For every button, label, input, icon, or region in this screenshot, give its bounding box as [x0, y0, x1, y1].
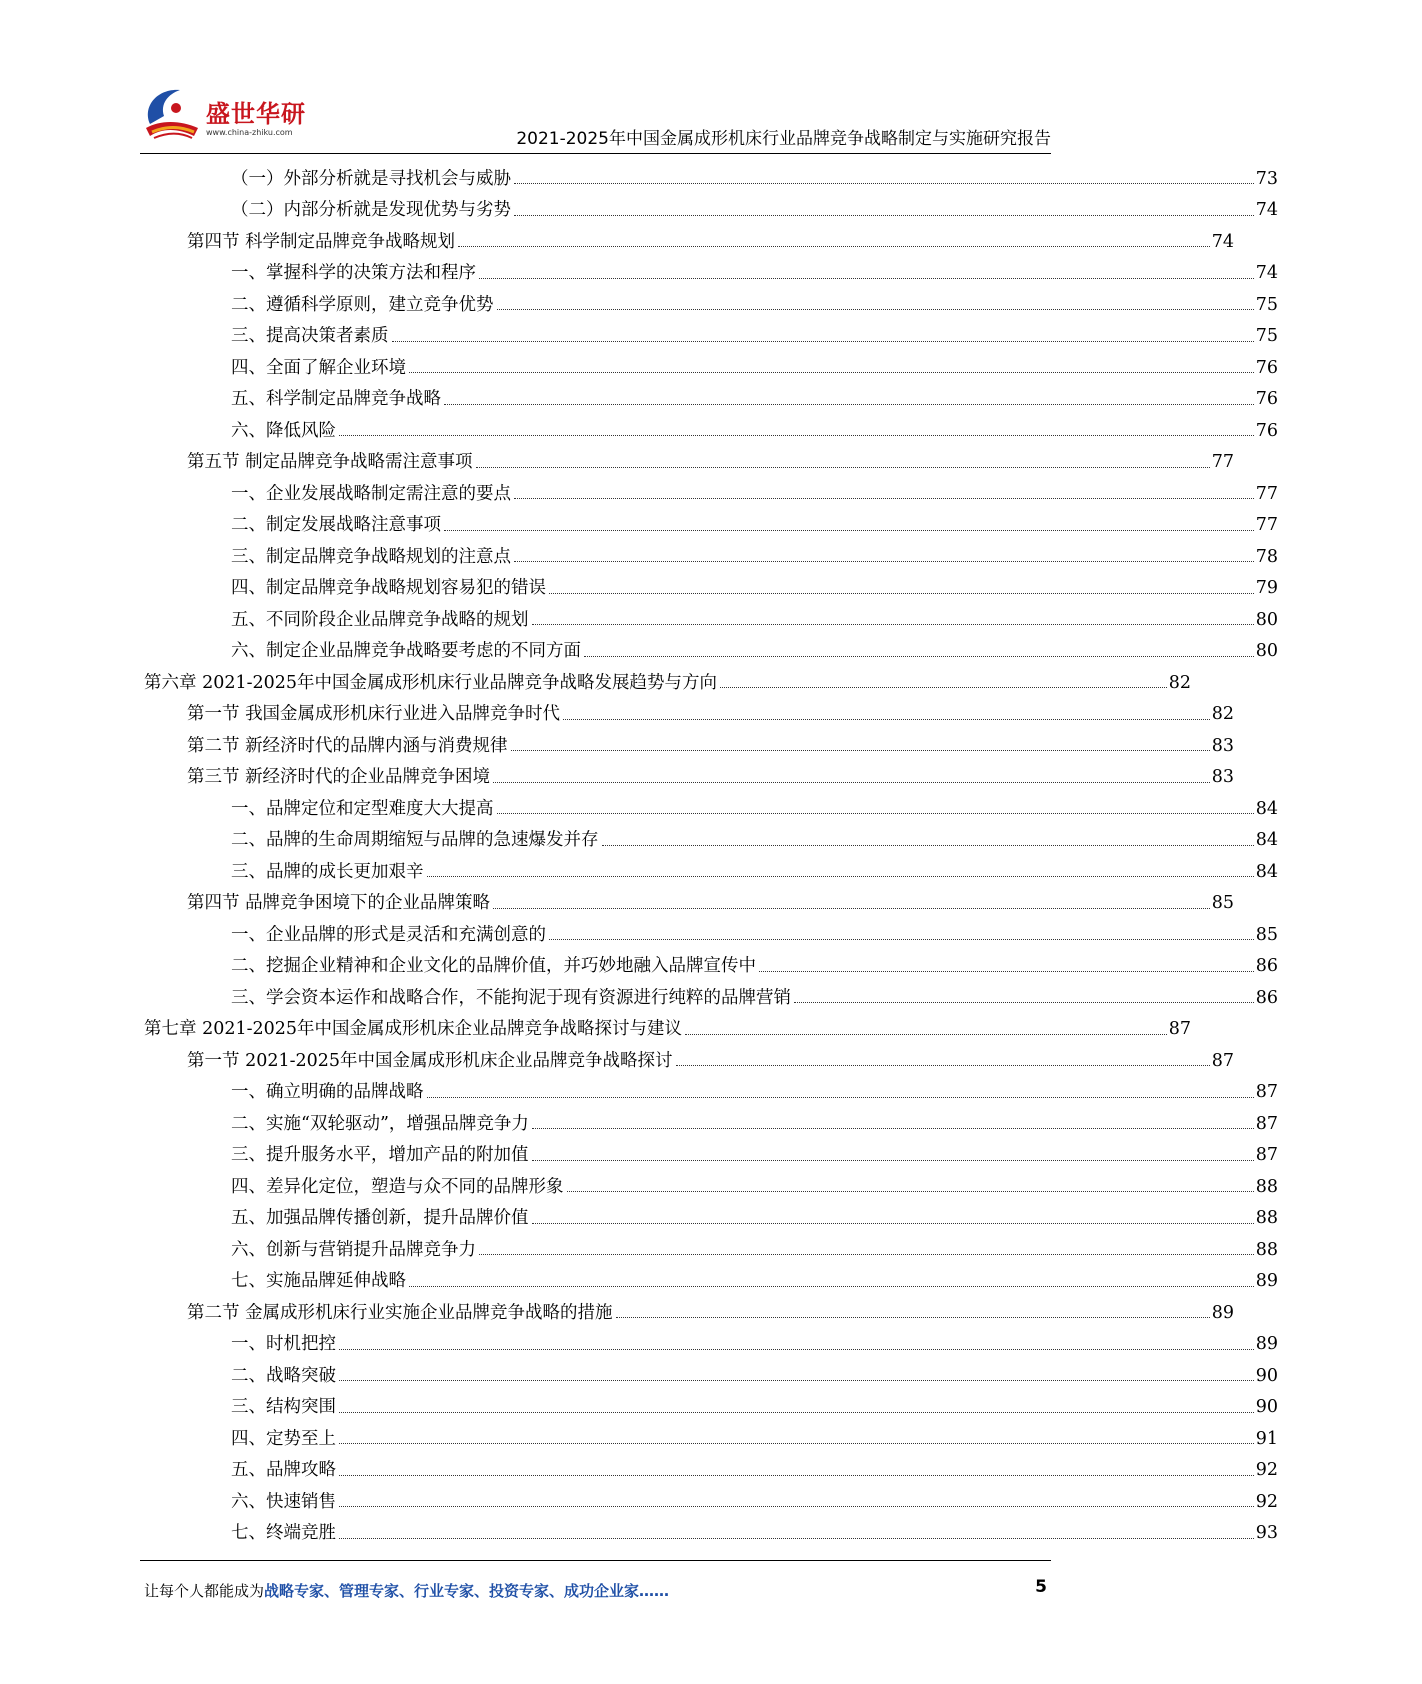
toc-entry-lead — [187, 1302, 1212, 1323]
toc-dot-leader — [479, 278, 1254, 279]
toc-entry-page: 77 — [1255, 515, 1278, 535]
toc-entry-page: 88 — [1255, 1239, 1278, 1260]
toc-entry[interactable] — [0, 976, 1422, 1007]
page-header — [0, 0, 1191, 150]
toc-entry-lead — [231, 958, 1256, 976]
company-logo — [140, 84, 310, 148]
toc-entry-page: 84 — [1255, 798, 1278, 819]
toc-entry[interactable] — [0, 598, 1422, 629]
toc-entry-lead — [231, 832, 1256, 850]
toc-entry-title: 一、确立明确的品牌战略 — [231, 1082, 424, 1102]
toc-dot-leader — [458, 246, 1210, 247]
toc-entry[interactable] — [0, 693, 1378, 724]
toc-entry-page: 88 — [1255, 1176, 1278, 1197]
toc-dot-leader — [476, 467, 1210, 468]
toc-entry-lead — [231, 265, 1256, 283]
toc-entry[interactable] — [0, 1008, 1335, 1039]
toc-entry-lead — [231, 483, 1256, 504]
toc-entry-page: 74 — [1255, 200, 1278, 220]
toc-entry[interactable] — [0, 1134, 1422, 1165]
toc-entry-lead — [231, 1176, 1256, 1197]
toc-entry-title: 五、加强品牌传播创新，提升品牌价值 — [231, 1208, 529, 1228]
toc-entry-lead — [231, 1113, 1256, 1134]
toc-entry-title: 一、品牌定位和定型难度大大提高 — [231, 798, 494, 819]
toc-entry-title: 二、品牌的生命周期缩短与品牌的急速爆发并存 — [231, 830, 599, 850]
toc-entry-title: 七、终端竞胜 — [231, 1523, 336, 1543]
toc-entry-title: 六、制定企业品牌竞争战略要考虑的不同方面 — [231, 641, 581, 661]
toc-entry-title: 三、结构突围 — [231, 1397, 336, 1417]
toc-entry[interactable] — [0, 1102, 1422, 1133]
toc-entry-lead — [187, 454, 1212, 472]
toc-entry-title: 四、制定品牌竞争战略规划容易犯的错误 — [231, 578, 546, 598]
toc-entry-title: 第一节 我国金属成形机床行业进入品牌竞争时代 — [187, 704, 561, 724]
toc-entry-page: 76 — [1255, 389, 1278, 409]
toc-entry-page: 87 — [1255, 1145, 1278, 1165]
toc-entry-title: 六、快速销售 — [231, 1491, 336, 1512]
toc-entry-lead — [231, 1084, 1256, 1102]
toc-entry-title: 二、挖掘企业精神和企业文化的品牌价值，并巧妙地融入品牌宣传中 — [231, 956, 756, 976]
toc-entry[interactable] — [0, 346, 1422, 377]
toc-entry[interactable] — [0, 850, 1422, 881]
toc-entry-page: 80 — [1255, 641, 1278, 661]
toc-entry-page: 75 — [1255, 294, 1278, 315]
toc-entry-lead — [231, 1399, 1256, 1417]
toc-entry-title: 二、战略突破 — [231, 1365, 336, 1386]
toc-entry-title: 四、差异化定位，塑造与众不同的品牌形象 — [231, 1176, 564, 1197]
toc-entry-page: 84 — [1255, 830, 1278, 850]
toc-entry-page: 74 — [1211, 231, 1234, 252]
toc-entry-lead — [231, 1491, 1256, 1512]
toc-entry-lead — [231, 798, 1256, 819]
toc-dot-leader — [409, 372, 1254, 373]
toc-entry-title: （二）内部分析就是发现优势与劣势 — [231, 200, 511, 220]
toc-entry-lead — [231, 861, 1256, 882]
toc-entry-lead — [231, 1210, 1256, 1228]
toc-dot-leader — [493, 782, 1210, 783]
toc-entry-page: 73 — [1255, 168, 1278, 189]
toc-dot-leader — [532, 624, 1254, 625]
toc-entry-title: 二、遵循科学原则，建立竞争优势 — [231, 294, 494, 315]
toc-dot-leader — [602, 845, 1254, 846]
toc-entry[interactable] — [0, 472, 1422, 503]
header-divider — [140, 153, 1051, 154]
toc-entry[interactable] — [0, 283, 1422, 314]
toc-entry-title: 六、创新与营销提升品牌竞争力 — [231, 1239, 476, 1260]
toc-entry-title: 第六章 2021-2025年中国金属成形机床行业品牌竞争战略发展趋势与方向 — [144, 672, 718, 693]
toc-dot-leader — [549, 939, 1254, 940]
toc-entry-page: 78 — [1255, 546, 1278, 567]
toc-dot-leader — [339, 1349, 1254, 1350]
toc-entry-page: 87 — [1211, 1050, 1234, 1071]
toc-entry-title: 二、实施“双轮驱动”，增强品牌竞争力 — [231, 1113, 529, 1134]
toc-entry[interactable] — [0, 1260, 1422, 1291]
toc-dot-leader — [759, 971, 1254, 972]
toc-entry-title: 三、学会资本运作和战略合作，不能拘泥于现有资源进行纯粹的品牌营销 — [231, 987, 791, 1008]
toc-entry-title: 一、掌握科学的决策方法和程序 — [231, 263, 476, 283]
footer-slogan-highlight: 战略专家、管理专家、行业专家、投资专家、成功企业家…… — [264, 1582, 670, 1600]
toc-dot-leader — [794, 1002, 1254, 1003]
toc-entry-page: 89 — [1255, 1334, 1278, 1354]
toc-dot-leader — [339, 1412, 1254, 1413]
toc-entry-lead — [187, 706, 1212, 724]
toc-entry[interactable] — [0, 945, 1422, 976]
toc-dot-leader — [339, 1443, 1254, 1444]
toc-dot-leader — [339, 1380, 1254, 1381]
toc-entry[interactable] — [0, 535, 1422, 566]
toc-entry-page: 84 — [1255, 861, 1278, 882]
toc-entry-lead — [231, 1462, 1256, 1480]
toc-dot-leader — [339, 1538, 1254, 1539]
toc-dot-leader — [493, 908, 1210, 909]
toc-entry[interactable] — [0, 913, 1422, 944]
toc-entry-lead — [144, 1021, 1169, 1039]
toc-entry[interactable] — [0, 630, 1422, 661]
toc-dot-leader — [339, 435, 1254, 436]
toc-dot-leader — [532, 1223, 1254, 1224]
toc-dot-leader — [616, 1317, 1210, 1318]
toc-entry-page: 89 — [1211, 1302, 1234, 1323]
toc-entry[interactable] — [0, 1165, 1422, 1196]
toc-entry-lead — [231, 1336, 1256, 1354]
toc-entry-page: 89 — [1255, 1271, 1278, 1291]
toc-entry[interactable] — [0, 756, 1378, 787]
toc-entry-page: 82 — [1211, 704, 1234, 724]
footer-divider — [140, 1560, 1051, 1561]
toc-entry-lead — [231, 1239, 1256, 1260]
brand-url: www.china-zhiku.com — [206, 128, 293, 137]
toc-dot-leader — [514, 498, 1254, 499]
toc-dot-leader — [567, 1191, 1254, 1192]
toc-entry[interactable] — [0, 1291, 1378, 1322]
toc-entry-title: 六、降低风险 — [231, 420, 336, 441]
toc-entry-page: 85 — [1255, 924, 1278, 945]
toc-entry-lead — [231, 987, 1256, 1008]
toc-entry-title: 四、定势至上 — [231, 1428, 336, 1449]
toc-entry-title: 三、提升服务水平，增加产品的附加值 — [231, 1145, 529, 1165]
toc-entry-lead — [187, 231, 1212, 252]
toc-entry[interactable] — [0, 787, 1422, 818]
toc-entry[interactable] — [0, 1039, 1378, 1070]
toc-entry-lead — [187, 895, 1212, 913]
toc-entry-lead — [231, 1525, 1256, 1543]
toc-entry-page: 82 — [1168, 672, 1191, 693]
toc-entry-lead — [187, 1050, 1212, 1071]
toc-entry[interactable] — [0, 252, 1422, 283]
toc-entry-page: 74 — [1255, 263, 1278, 283]
toc-entry-lead — [231, 1428, 1256, 1449]
toc-entry-lead — [231, 924, 1256, 945]
toc-entry-page: 79 — [1255, 578, 1278, 598]
toc-entry-title: 七、实施品牌延伸战略 — [231, 1271, 406, 1291]
toc-entry-lead — [231, 168, 1256, 189]
toc-entry[interactable] — [0, 157, 1422, 188]
toc-entry[interactable] — [0, 441, 1378, 472]
toc-dot-leader — [479, 1254, 1254, 1255]
toc-entry-lead — [231, 517, 1256, 535]
toc-dot-leader — [720, 687, 1167, 688]
toc-dot-leader — [497, 813, 1254, 814]
toc-dot-leader — [497, 309, 1254, 310]
toc-entry-page: 83 — [1211, 735, 1234, 756]
toc-dot-leader — [511, 750, 1210, 751]
logo-emblem-icon — [140, 84, 204, 144]
toc-entry-page: 77 — [1211, 452, 1234, 472]
toc-entry[interactable] — [0, 724, 1378, 755]
toc-dot-leader — [409, 1286, 1254, 1287]
toc-dot-leader — [563, 719, 1210, 720]
toc-entry[interactable] — [0, 504, 1422, 535]
toc-entry-title: 第二节 金属成形机床行业实施企业品牌竞争战略的措施 — [187, 1302, 613, 1323]
toc-entry-lead — [144, 672, 1169, 693]
toc-entry-page: 75 — [1255, 326, 1278, 346]
toc-entry-title: 第五节 制定品牌竞争战略需注意事项 — [187, 452, 473, 472]
toc-dot-leader — [339, 1475, 1254, 1476]
toc-dot-leader — [427, 876, 1254, 877]
toc-entry-title: 五、品牌攻略 — [231, 1460, 336, 1480]
toc-entry-page: 77 — [1255, 483, 1278, 504]
toc-entry-lead — [231, 643, 1256, 661]
toc-entry-page: 93 — [1255, 1523, 1278, 1543]
toc-entry[interactable] — [0, 882, 1378, 913]
toc-entry[interactable] — [0, 1323, 1422, 1354]
toc-entry-lead — [231, 609, 1256, 630]
toc-entry[interactable] — [0, 1071, 1422, 1102]
toc-entry-lead — [231, 1147, 1256, 1165]
toc-entry-page: 85 — [1211, 893, 1234, 913]
toc-entry-title: 第一节 2021-2025年中国金属成形机床企业品牌竞争战略探讨 — [187, 1050, 673, 1071]
toc-entry-lead — [231, 580, 1256, 598]
toc-entry-page: 91 — [1255, 1428, 1278, 1449]
toc-entry[interactable] — [0, 315, 1422, 346]
toc-entry-lead — [231, 1273, 1256, 1291]
toc-dot-leader — [549, 593, 1254, 594]
toc-entry-title: 第四节 科学制定品牌竞争战略规划 — [187, 231, 456, 252]
toc-dot-leader — [532, 1160, 1254, 1161]
toc-entry[interactable] — [0, 1197, 1422, 1228]
toc-entry-page: 88 — [1255, 1208, 1278, 1228]
toc-entry-title: 四、全面了解企业环境 — [231, 357, 406, 378]
toc-dot-leader — [444, 404, 1254, 405]
toc-entry-title: 二、制定发展战略注意事项 — [231, 515, 441, 535]
toc-entry[interactable] — [0, 1228, 1422, 1259]
brand-name: 盛世华研 — [206, 100, 306, 128]
toc-entry-title: （一）外部分析就是寻找机会与威胁 — [231, 168, 511, 189]
toc-entry-page: 76 — [1255, 357, 1278, 378]
toc-entry-page: 76 — [1255, 420, 1278, 441]
toc-entry-title: 三、制定品牌竞争战略规划的注意点 — [231, 546, 511, 567]
toc-entry-title: 五、科学制定品牌竞争战略 — [231, 389, 441, 409]
toc-entry-page: 87 — [1168, 1019, 1191, 1039]
toc-entry-title: 三、品牌的成长更加艰辛 — [231, 861, 424, 882]
footer-slogan — [144, 1580, 669, 1601]
toc-entry-page: 87 — [1255, 1082, 1278, 1102]
footer-slogan-prefix: 让每个人都能成为 — [144, 1582, 265, 1600]
toc-entry-title: 第二节 新经济时代的品牌内涵与消费规律 — [187, 735, 508, 756]
page-number: 5 — [1035, 1577, 1047, 1597]
toc-entry-title: 第三节 新经济时代的企业品牌竞争困境 — [187, 767, 491, 787]
toc-entry-lead — [231, 420, 1256, 441]
toc-entry-lead — [231, 357, 1256, 378]
toc-dot-leader — [339, 1506, 1254, 1507]
toc-entry-page: 86 — [1255, 956, 1278, 976]
toc-entry[interactable] — [0, 1449, 1422, 1480]
toc-entry-lead — [231, 1365, 1256, 1386]
toc-entry[interactable] — [0, 1417, 1422, 1448]
toc-entry-page: 92 — [1255, 1460, 1278, 1480]
toc-entry-lead — [231, 202, 1256, 220]
toc-entry[interactable] — [0, 567, 1422, 598]
toc-entry-title: 一、时机把控 — [231, 1334, 336, 1354]
toc-entry-page: 86 — [1255, 987, 1278, 1008]
toc-dot-leader — [685, 1034, 1167, 1035]
toc-entry-page: 87 — [1255, 1113, 1278, 1134]
toc-entry-title: 一、企业发展战略制定需注意的要点 — [231, 483, 511, 504]
toc-entry-title: 第四节 品牌竞争困境下的企业品牌策略 — [187, 893, 491, 913]
toc-entry-lead — [187, 735, 1212, 756]
toc-entry-lead — [231, 391, 1256, 409]
toc-dot-leader — [676, 1065, 1210, 1066]
toc-dot-leader — [444, 530, 1254, 531]
toc-entry-lead — [231, 546, 1256, 567]
toc-entry-lead — [187, 769, 1212, 787]
toc-entry-title: 三、提高决策者素质 — [231, 326, 389, 346]
toc-entry-title: 第七章 2021-2025年中国金属成形机床企业品牌竞争战略探讨与建议 — [144, 1019, 683, 1039]
toc-entry-page: 90 — [1255, 1365, 1278, 1386]
toc-entry[interactable] — [0, 1480, 1422, 1511]
toc-dot-leader — [514, 561, 1254, 562]
toc-entry-lead — [231, 294, 1256, 315]
toc-entry-title: 一、企业品牌的形式是灵活和充满创意的 — [231, 924, 546, 945]
toc-entry[interactable] — [0, 661, 1335, 692]
toc-dot-leader — [392, 341, 1254, 342]
toc-dot-leader — [427, 1097, 1254, 1098]
toc-dot-leader — [584, 656, 1254, 657]
report-title: 2021-2025年中国金属成形机床行业品牌竞争战略制定与实施研究报告 — [516, 129, 1051, 149]
toc-entry[interactable] — [0, 1512, 1422, 1543]
toc-entry[interactable] — [0, 378, 1422, 409]
toc-entry[interactable] — [0, 819, 1422, 850]
toc-entry-title: 五、不同阶段企业品牌竞争战略的规划 — [231, 609, 529, 630]
toc-dot-leader — [514, 183, 1254, 184]
toc-entry-page: 83 — [1211, 767, 1234, 787]
toc-entry-page: 92 — [1255, 1491, 1278, 1512]
toc-entry-page: 80 — [1255, 609, 1278, 630]
toc-entry[interactable] — [0, 220, 1378, 251]
toc-dot-leader — [532, 1128, 1254, 1129]
toc-entry[interactable] — [0, 1386, 1422, 1417]
toc-entry-lead — [231, 328, 1256, 346]
toc-entry-page: 90 — [1255, 1397, 1278, 1417]
toc-dot-leader — [514, 215, 1254, 216]
toc-entry[interactable] — [0, 1354, 1422, 1385]
toc-entry[interactable] — [0, 409, 1422, 440]
toc-entry[interactable] — [0, 189, 1422, 220]
